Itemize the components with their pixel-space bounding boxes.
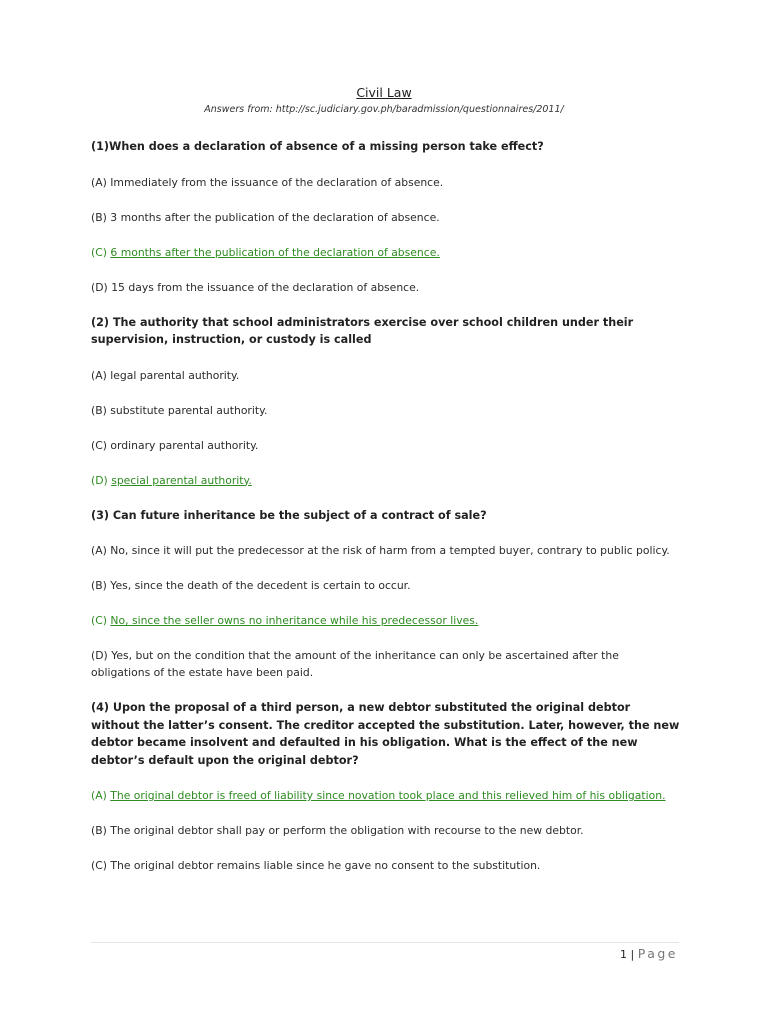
question-4: (4) Upon the proposal of a third person, a new debtor substituted the original debtor without the latter’s consent. The creditor accepted the substitution. Later, however, the new debtor became insolvent and defaulted in his obligation. What is the effect of the new debtor’s default upon the original debtor? — [91, 701, 680, 767]
q3-option-d — [91, 647, 681, 681]
option-letter: (A) — [91, 175, 107, 189]
q1-option-d — [91, 279, 681, 296]
footer-separator: | — [630, 948, 635, 961]
option-text: Yes, since the death of the decedent is certain to occur. — [110, 579, 411, 592]
option-text: The original debtor remains liable since he gave no consent to the substitution. — [110, 859, 541, 872]
option-text: Immediately from the issuance of the declaration of absence. — [110, 175, 444, 189]
option-text: The original debtor is freed of liability since novation took place and this relieved him of his obligation. — [110, 789, 666, 802]
q3-option-b — [91, 577, 681, 594]
option-letter: (C) — [91, 614, 107, 627]
option-text: substitute parental authority. — [110, 403, 268, 417]
option-letter: (A) — [91, 789, 107, 802]
option-text: 6 months after the publication of the declaration of absence. — [110, 245, 440, 259]
option-letter: (B) — [91, 403, 107, 417]
page-number: 1 — [620, 948, 628, 961]
option-text: 15 days from the issuance of the declaration of absence. — [111, 280, 420, 294]
question-2: (2) The authority that school administrators exercise over school children under their supervision, instruction, or custody is called — [91, 315, 634, 346]
q2-option-a — [91, 367, 681, 384]
option-letter: (D) — [91, 473, 108, 487]
option-text: No, since the seller owns no inheritance while his predecessor lives. — [110, 614, 479, 627]
q3-option-c-correct — [91, 612, 681, 629]
option-letter: (B) — [91, 210, 107, 224]
q1-option-a — [91, 174, 681, 191]
option-letter: (B) — [91, 579, 107, 592]
q1-option-c-correct — [91, 244, 681, 261]
q2-option-c — [91, 437, 681, 454]
question-1: (1)When does a declaration of absence of a missing person take effect? — [91, 140, 544, 153]
option-text: ordinary parental authority. — [110, 438, 259, 452]
document-subtitle: Answers from: http://sc.judiciary.gov.ph/baradmission/questionnaires/2011/ — [204, 104, 564, 115]
q4-option-c — [91, 857, 681, 874]
question-3: (3) Can future inheritance be the subject of a contract of sale? — [91, 508, 487, 522]
option-letter: (D) — [91, 280, 108, 294]
option-text: No, since it will put the predecessor at the risk of harm from a tempted buyer, contrary to public policy. — [110, 544, 670, 557]
footer-divider — [91, 942, 679, 943]
option-text: The original debtor shall pay or perform the obligation with recourse to the new debtor. — [110, 824, 584, 837]
option-letter: (C) — [91, 438, 107, 452]
option-letter: (A) — [91, 544, 107, 557]
option-text: 3 months after the publication of the declaration of absence. — [110, 210, 440, 224]
q3-option-a — [91, 542, 681, 559]
q2-option-d-correct — [91, 472, 681, 489]
option-text: legal parental authority. — [110, 368, 240, 382]
option-letter: (A) — [91, 368, 107, 382]
option-letter: (C) — [91, 859, 107, 872]
q2-option-b — [91, 402, 681, 419]
question-list — [91, 138, 681, 892]
q1-option-b — [91, 209, 681, 226]
document-title: Civil Law — [356, 85, 412, 100]
q4-option-a-correct — [91, 787, 681, 804]
option-letter: (D) — [91, 649, 108, 662]
page-footer — [620, 946, 678, 961]
page-label: Page — [637, 946, 678, 961]
option-letter: (C) — [91, 245, 107, 259]
option-letter: (B) — [91, 824, 107, 837]
option-text: Yes, but on the condition that the amount of the inheritance can only be ascertained after the obligations of the estate have been paid. — [91, 649, 619, 679]
q4-option-b — [91, 822, 681, 839]
option-text: special parental authority. — [111, 473, 252, 487]
